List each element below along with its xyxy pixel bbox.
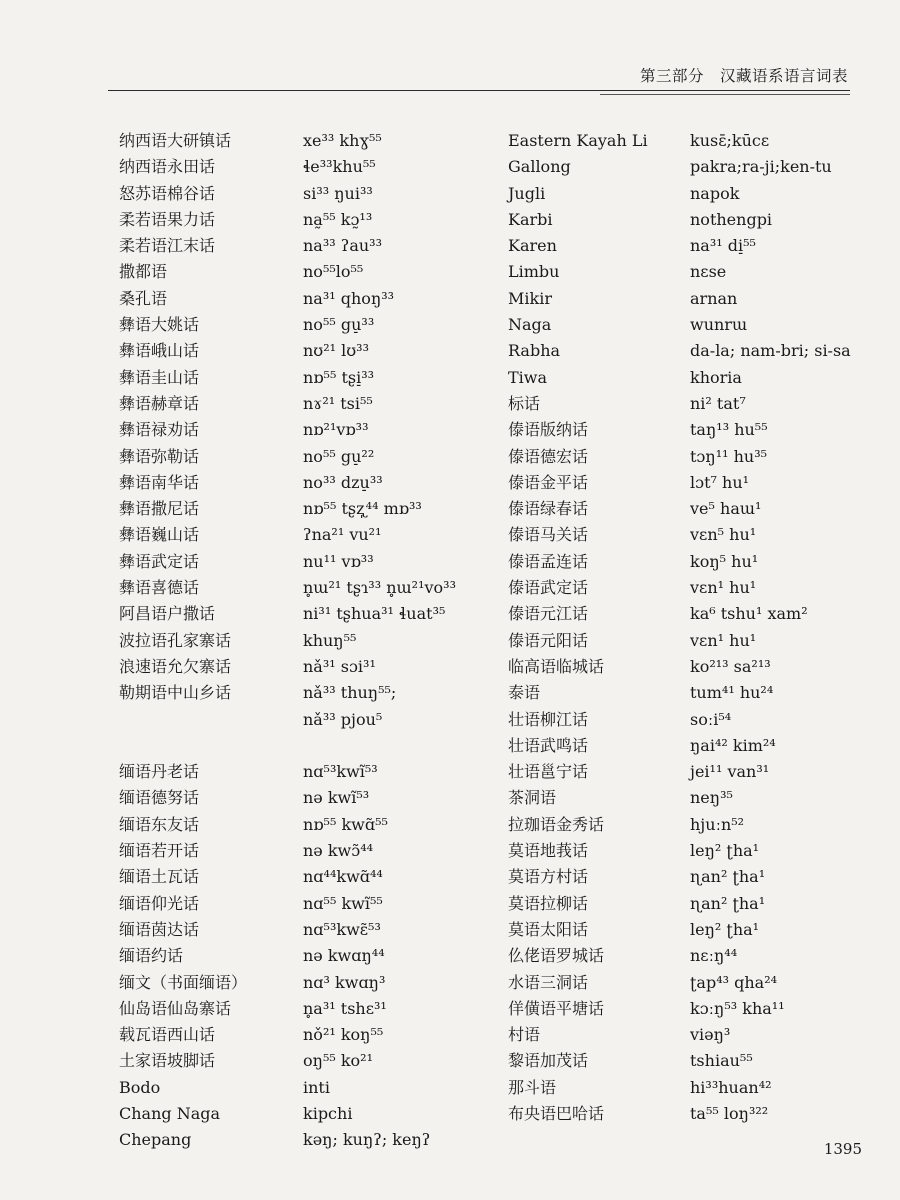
language-name: 仫佬语罗城话 xyxy=(508,946,605,966)
language-name: 浪速语允欠寨话 xyxy=(119,656,232,676)
language-name: 彝语撒尼话 xyxy=(119,499,200,519)
language-name: Jugli xyxy=(508,183,546,203)
language-name: Mikir xyxy=(508,288,552,308)
language-name: 勒期语中山乡话 xyxy=(119,683,232,703)
language-name: 缅语丹老话 xyxy=(119,762,200,782)
right-language-column xyxy=(508,128,683,1127)
language-name: 临高语临城话 xyxy=(508,656,605,676)
word-form: tum⁴¹ hu²⁴ xyxy=(690,683,774,703)
word-form: hi³³huan⁴² xyxy=(690,1077,772,1097)
language-name: 柔若语果力话 xyxy=(119,209,216,229)
language-name: 波拉语孔家寨话 xyxy=(119,630,232,650)
word-form: n̥ɯ²¹ tʂɿ³³ n̥ɯ²¹vo³³ xyxy=(303,578,456,598)
language-name: 纳西语大研镇话 xyxy=(119,131,232,150)
language-name: 缅语茵达话 xyxy=(119,919,200,939)
word-form: n̥a³¹ tshɛ³¹ xyxy=(303,998,387,1018)
word-form: koŋ⁵ hu¹ xyxy=(690,551,759,571)
language-name: Eastern Kayah Li xyxy=(508,131,648,150)
word-form: kipchi xyxy=(303,1103,353,1123)
word-form: no⁵⁵lo⁵⁵ xyxy=(303,262,364,282)
word-form: nə kwĩ⁵³ xyxy=(303,788,370,808)
word-form: nɒ⁵⁵ tʂi̠³³ xyxy=(303,367,375,387)
word-form: viəŋ³ xyxy=(690,1025,731,1045)
language-name: 缅语若开话 xyxy=(119,841,200,861)
language-name: 傣语马关话 xyxy=(508,525,589,545)
word-form: lɔt⁷ hu¹ xyxy=(690,472,750,492)
word-form: nɑ⁴⁴kwɑ̃⁴⁴ xyxy=(303,867,383,887)
header-rule xyxy=(108,90,850,91)
word-form: na̰⁵⁵ kɔ̰¹³ xyxy=(303,209,373,229)
word-form: nǎ³¹ sɔi³¹ xyxy=(303,656,376,676)
language-name: 阿昌语户撒话 xyxy=(119,604,216,624)
word-form: ve⁵ haɯ¹ xyxy=(690,499,762,519)
word-form: nɑ³ kwɑŋ³ xyxy=(303,972,386,992)
word-form: nǒ²¹ koŋ⁵⁵ xyxy=(303,1025,384,1045)
word-form: napok xyxy=(690,183,740,203)
language-name: 缅语土瓦话 xyxy=(119,867,200,887)
word-form: wunrɯ xyxy=(690,315,748,335)
word-form: nə kwɔ̃⁴⁴ xyxy=(303,841,374,861)
word-form: no⁵⁵ gu̠³³ xyxy=(303,315,375,335)
language-name: Rabha xyxy=(508,341,561,361)
word-form: pakra;ra-ji;ken-tu xyxy=(690,157,832,177)
word-form: ɳan² ʈha¹ xyxy=(690,893,766,913)
word-form: na³¹ di̠⁵⁵ xyxy=(690,236,756,256)
language-name: 傣语元阳话 xyxy=(508,630,589,650)
word-form: ni² tat⁷ xyxy=(690,393,746,413)
language-name: 撒都语 xyxy=(119,262,168,282)
language-name: 缅语仰光话 xyxy=(119,893,200,913)
running-header: 第三部分 汉藏语系语言词表 xyxy=(639,67,848,85)
word-form: nɛːŋ⁴⁴ xyxy=(690,946,738,966)
language-name: 彝语南华话 xyxy=(119,472,200,492)
language-name: 傣语元江话 xyxy=(508,604,589,624)
word-form: xe³³ khɣ⁵⁵ xyxy=(303,131,382,150)
word-form: nǎ³³ pjou⁵ xyxy=(303,709,383,729)
word-form: nɑ⁵³kwɛ̃⁵³ xyxy=(303,919,381,939)
word-form: nʊ²¹ lʊ³³ xyxy=(303,341,370,361)
word-form: si³³ ŋui³³ xyxy=(303,183,373,203)
word-form: na³¹ qhoŋ³³ xyxy=(303,288,395,308)
language-name: Bodo xyxy=(119,1077,161,1097)
word-form: inti xyxy=(303,1077,330,1097)
language-name: 标话 xyxy=(508,393,541,413)
word-form: nɒ²¹vɒ³³ xyxy=(303,420,369,440)
word-form: na³³ ʔau³³ xyxy=(303,236,383,256)
language-name: 布央语巴哈话 xyxy=(508,1103,605,1123)
word-form: no⁵⁵ gu̠²² xyxy=(303,446,375,466)
language-name: 傣语金平话 xyxy=(508,472,589,492)
word-form: nɑ⁵³kwĩ⁵³ xyxy=(303,762,378,782)
word-form: nɤ²¹ tsi⁵⁵ xyxy=(303,393,373,413)
word-form: leŋ² ʈha¹ xyxy=(690,841,760,861)
language-name: 傣语绿春话 xyxy=(508,499,589,519)
language-name: 那斗语 xyxy=(508,1077,557,1097)
word-form: vɛn¹ hu¹ xyxy=(690,578,757,598)
language-name: 壮语邕宁话 xyxy=(508,762,589,782)
word-form: nɑ⁵⁵ kwĩ⁵⁵ xyxy=(303,893,383,913)
word-form: jei¹¹ van³¹ xyxy=(690,762,770,782)
language-name: 彝语赫章话 xyxy=(119,393,200,413)
word-form: leŋ² ʈha¹ xyxy=(690,919,760,939)
language-name: 黎语加茂话 xyxy=(508,1051,589,1071)
language-name: Karbi xyxy=(508,209,553,229)
word-form: arnan xyxy=(690,288,738,308)
word-form: ko²¹³ sa²¹³ xyxy=(690,656,771,676)
word-form: no³³ dzu̠³³ xyxy=(303,472,383,492)
language-name: 缅语东友话 xyxy=(119,814,200,834)
word-form: vɛn⁵ hu¹ xyxy=(690,525,757,545)
language-name: 傣语孟连话 xyxy=(508,551,589,571)
word-form: neŋ³⁵ xyxy=(690,788,733,808)
language-name xyxy=(119,707,289,733)
word-form: soːi⁵⁴ xyxy=(690,709,732,729)
language-name: Chang Naga xyxy=(119,1103,221,1123)
language-name: 纳西语永田话 xyxy=(119,157,216,177)
word-form: hjuːn⁵² xyxy=(690,814,745,834)
word-form: ŋai⁴² kim²⁴ xyxy=(690,735,776,755)
language-name: 缅语约话 xyxy=(119,946,184,966)
word-form: nɒ⁵⁵ tʂʐ̩⁴⁴ mɒ³³ xyxy=(303,499,422,519)
language-name: Karen xyxy=(508,236,557,256)
word-form: kusɛ̄;kūcɛ xyxy=(690,131,770,150)
language-name: 彝语武定话 xyxy=(119,551,200,571)
word-form: ka⁶ tshu¹ xam² xyxy=(690,604,808,624)
word-form xyxy=(303,733,493,759)
word-form: ɬe³³khu⁵⁵ xyxy=(303,157,376,177)
language-name: Tiwa xyxy=(508,367,548,387)
word-form: vɛn¹ hu¹ xyxy=(690,630,757,650)
word-form: oŋ⁵⁵ ko²¹ xyxy=(303,1051,374,1071)
word-form: nə kwɑŋ⁴⁴ xyxy=(303,946,385,966)
language-name xyxy=(119,733,289,759)
language-name: Limbu xyxy=(508,262,560,282)
language-name: 怒苏语棉谷话 xyxy=(119,183,216,203)
word-form: nǎ³³ thuŋ⁵⁵; xyxy=(303,683,397,703)
right-word-column xyxy=(690,128,890,1127)
word-form: taŋ¹³ hu⁵⁵ xyxy=(690,420,768,440)
page-number: 1395 xyxy=(823,1140,862,1158)
language-name: 佯僙语平塘话 xyxy=(508,998,605,1018)
language-name: 壮语武鸣话 xyxy=(508,735,589,755)
language-name: Gallong xyxy=(508,157,571,177)
language-name: 傣语德宏话 xyxy=(508,446,589,466)
language-name: 柔若语江末话 xyxy=(119,236,216,256)
language-name: 茶洞语 xyxy=(508,788,557,808)
word-form: ɳan² ʈha¹ xyxy=(690,867,766,887)
language-name: 莫语地莪话 xyxy=(508,841,589,861)
language-name: 泰语 xyxy=(508,683,541,703)
language-name: 傣语版纳话 xyxy=(508,420,589,440)
language-name: 傣语武定话 xyxy=(508,578,589,598)
language-name: 仙岛语仙岛寨话 xyxy=(119,998,232,1018)
word-form: nɒ⁵⁵ kwɑ̃⁵⁵ xyxy=(303,814,388,834)
word-form: kɔːŋ⁵³ kha¹¹ xyxy=(690,998,785,1018)
header-rule-thin xyxy=(600,94,850,95)
word-form: kəŋ; kuŋʔ; keŋʔ xyxy=(303,1130,431,1150)
language-name: 桑孔语 xyxy=(119,288,168,308)
language-name: 莫语太阳话 xyxy=(508,919,589,939)
language-name: 彝语弥勒话 xyxy=(119,446,200,466)
language-name: 莫语拉柳话 xyxy=(508,893,589,913)
language-name: 载瓦语西山话 xyxy=(119,1025,216,1045)
word-form: nothengpi xyxy=(690,209,773,229)
language-name: 彝语峨山话 xyxy=(119,341,200,361)
word-form: tshiau⁵⁵ xyxy=(690,1051,753,1071)
word-form: khoria xyxy=(690,367,742,387)
word-form: da-la; nam-bri; si-sa xyxy=(690,341,851,361)
language-name: 缅语德努话 xyxy=(119,788,200,808)
language-name: 彝语喜德话 xyxy=(119,578,200,598)
language-name: 彝语大姚话 xyxy=(119,315,200,335)
language-name: Chepang xyxy=(119,1130,192,1150)
language-name: 缅文（书面缅语） xyxy=(119,972,248,992)
word-form: tɔŋ¹¹ hu³⁵ xyxy=(690,446,768,466)
language-name: 水语三洞话 xyxy=(508,972,589,992)
left-word-column xyxy=(303,128,493,1154)
language-name: 彝语禄劝话 xyxy=(119,420,200,440)
word-form: nɛse xyxy=(690,262,727,282)
language-name: 莫语方村话 xyxy=(508,867,589,887)
word-form: khuŋ⁵⁵ xyxy=(303,630,357,650)
language-name: 土家语坡脚话 xyxy=(119,1051,216,1071)
language-name: 壮语柳江话 xyxy=(508,709,589,729)
language-name: Naga xyxy=(508,315,552,335)
left-language-column xyxy=(119,128,289,1154)
language-name: 彝语圭山话 xyxy=(119,367,200,387)
word-form: ta⁵⁵ loŋ³²² xyxy=(690,1103,769,1123)
language-name: 拉珈语金秀话 xyxy=(508,814,605,834)
language-name: 彝语巍山话 xyxy=(119,525,200,545)
word-form: ni³¹ tʂhua³¹ ɬuat³⁵ xyxy=(303,604,446,624)
language-name: 村语 xyxy=(508,1025,541,1045)
word-form: nu¹¹ vɒ³³ xyxy=(303,551,374,571)
word-form: ʈap⁴³ qha²⁴ xyxy=(690,972,778,992)
word-form: ʔna²¹ vu²¹ xyxy=(303,525,382,545)
